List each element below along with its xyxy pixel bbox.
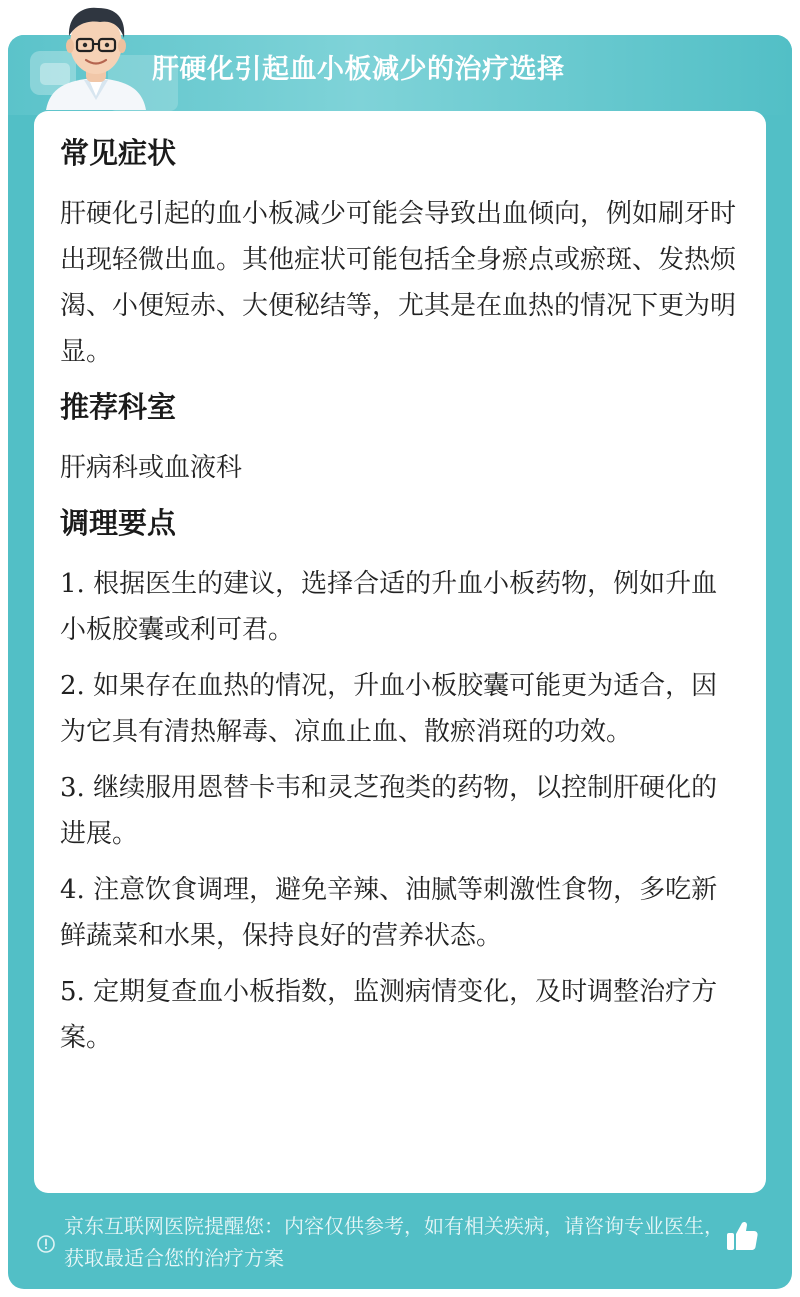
section-heading-department: 推荐科室: [60, 390, 177, 424]
list-item-text: 注意饮食调理，避免辛辣、油腻等刺激性食物，多吃新鲜蔬菜和水果，保持良好的营养状态。: [60, 875, 718, 951]
list-item-text: 定期复查血小板指数，监测病情变化，及时调整治疗方案。: [60, 977, 718, 1053]
page-title: 肝硬化引起血小板减少的治疗选择: [152, 54, 565, 85]
list-item-text: 继续服用恩替卡韦和灵芝孢类的药物，以控制肝硬化的进展。: [60, 773, 718, 849]
disclaimer-text: 京东互联网医院提醒您：内容仅供参考，如有相关疾病，请咨询专业医生，获取最适合您的治疗方案: [64, 1214, 724, 1270]
list-item-text: 如果存在血热的情况，升血小板胶囊可能更为适合，因为它具有清热解毒、凉血止血、散瘀消斑的功效。: [60, 671, 718, 747]
list-item: [60, 969, 740, 1061]
info-circle-icon: [36, 1234, 56, 1254]
list-item-number: 4.: [60, 875, 85, 905]
list-item: [60, 765, 740, 857]
list-item-number: 1.: [60, 569, 85, 599]
department-text: 肝病科或血液科: [60, 453, 243, 483]
list-item: [60, 867, 740, 959]
list-item: [60, 663, 740, 755]
list-item: [60, 561, 740, 653]
list-item-number: 2.: [60, 671, 85, 701]
thumbs-up-icon[interactable]: [724, 1218, 760, 1254]
content-body: [60, 133, 740, 1071]
content-card: [34, 111, 766, 1193]
list-item-text: 根据医生的建议，选择合适的升血小板药物，例如升血小板胶囊或利可君。: [60, 569, 718, 645]
section-heading-care-points: 调理要点: [60, 506, 177, 540]
list-item-number: 3.: [60, 773, 85, 803]
doctor-avatar-icon: [36, 0, 156, 110]
list-item-number: 5.: [60, 977, 85, 1007]
section-heading-symptoms: 常见症状: [60, 136, 177, 170]
symptoms-text: 肝硬化引起的血小板减少可能会导致出血倾向，例如刷牙时出现轻微出血。其他症状可能包括全身瘀点或瘀斑、发热烦渴、小便短赤、大便秘结等，尤其是在血热的情况下更为明显。: [60, 199, 737, 367]
